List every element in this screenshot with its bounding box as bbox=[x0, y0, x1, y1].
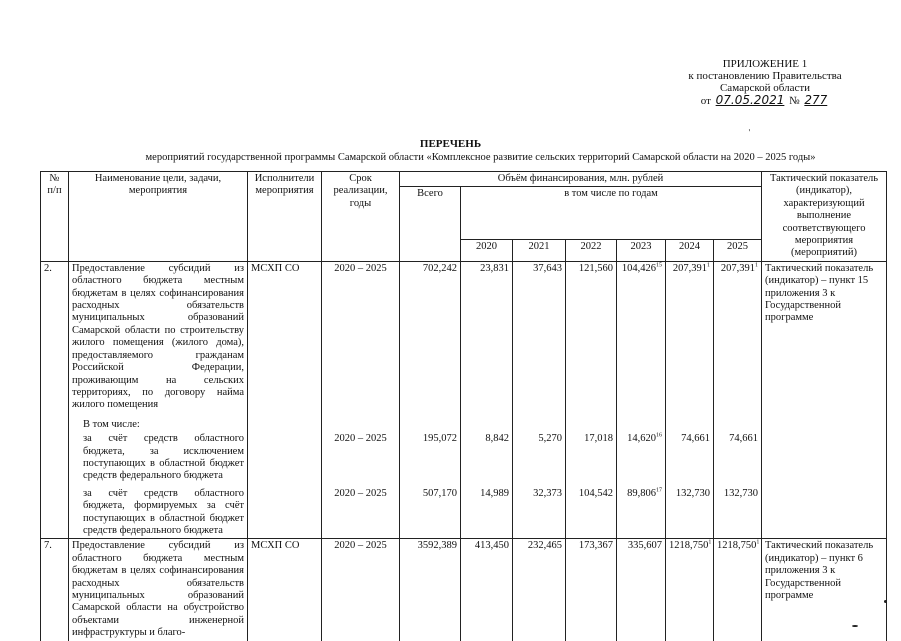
row-2024: 74,661 bbox=[666, 432, 714, 484]
header-term: Срок реализации, годы bbox=[322, 172, 400, 262]
row-2023: 89,806$^{17}$ bbox=[617, 484, 666, 539]
row-2024: 1218,750$^1$ bbox=[666, 539, 714, 641]
row-2025: 207,391$^1$ bbox=[714, 261, 762, 412]
row-2024: 207,391$^1$ bbox=[666, 261, 714, 412]
appendix-decree-line: к постановлению Правительства bbox=[688, 70, 842, 82]
header-year-2024: 2024 bbox=[666, 240, 714, 262]
row-2022: 121,560 bbox=[566, 261, 617, 412]
header-year-2025: 2025 bbox=[714, 240, 762, 262]
number-label: № bbox=[789, 95, 800, 107]
row-term: 2020 – 2025 bbox=[322, 261, 400, 412]
row-term: 2020 – 2025 bbox=[322, 539, 400, 641]
pen-mark: ` bbox=[743, 127, 752, 140]
row-2022: 173,367 bbox=[566, 539, 617, 641]
row-2021: 232,465 bbox=[513, 539, 566, 641]
table-row bbox=[41, 432, 887, 484]
row-2020: 23,831 bbox=[461, 261, 513, 412]
header-year-2023: 2023 bbox=[617, 240, 666, 262]
table-row bbox=[41, 261, 887, 412]
header-indicator: Тактический показатель (индикатор), характеризующий выполнение соответствующего мероприятия (мероприятий) bbox=[762, 172, 887, 262]
row-total: 507,170 bbox=[400, 484, 461, 539]
table-row bbox=[41, 413, 887, 432]
header-year-2021: 2021 bbox=[513, 240, 566, 262]
appendix-region-line: Самарской области bbox=[719, 82, 811, 94]
footnote-mark: 1 bbox=[708, 539, 712, 546]
row-number: 2. bbox=[41, 261, 69, 412]
row-name: Предоставление субсидий из областного бюджета местным бюджетам в целях софинансирования расходных обязательств муниципальных образований Самарской области на обустройство объектами инженерной инфраструктуры и благо- bbox=[69, 539, 248, 641]
row-2025: 1218,750$^1$ bbox=[714, 539, 762, 641]
row-name: за счёт средств областного бюджета, формируемых за счёт поступающих в областной бюджет средств федерального бюджета bbox=[69, 484, 248, 539]
row-2023: 14,620$^{16}$ bbox=[617, 432, 666, 484]
footnote-mark: 16 bbox=[656, 432, 662, 439]
scan-speck bbox=[884, 600, 887, 603]
row-indicator: Тактический показатель (индикатор) – пункт 15 приложения 3 к Государственной программе bbox=[762, 261, 887, 412]
header-total: Всего bbox=[400, 187, 461, 261]
row-2021: 32,373 bbox=[513, 484, 566, 539]
row-total: 195,072 bbox=[400, 432, 461, 484]
row-executor: МСХП СО bbox=[248, 261, 322, 412]
header-by-years: в том числе по годам bbox=[461, 187, 762, 240]
header-number: № п/п bbox=[41, 172, 69, 262]
row-2022: 104,542 bbox=[566, 484, 617, 539]
row-name: за счёт средств областного бюджета, за исключением поступающих в областной бюджет средств федерального бюджета bbox=[69, 432, 248, 484]
row-2021: 5,270 bbox=[513, 432, 566, 484]
header-funding-volume: Объём финансирования, млн. рублей bbox=[400, 172, 762, 187]
row-name: Предоставление субсидий из областного бюджета местным бюджетам в целях софинансирования расходных обязательств муниципальных образований Самарской области по строительству жилого помещения (жилого дома), предоставляемого гражданам Российской Федерации, проживающим на сельских территориях, по договору найма жилого помещения bbox=[69, 261, 248, 412]
from-label: от bbox=[700, 95, 711, 107]
appendix-block bbox=[640, 58, 890, 107]
header-executors: Исполнители мероприятия bbox=[248, 172, 322, 262]
table-row bbox=[41, 484, 887, 539]
document-subtitle: мероприятий государственной программы Самарской области «Комплексное развитие сельских территорий Самарской области на 2020 – 2025 годы» bbox=[145, 152, 816, 163]
row-total: 702,242 bbox=[400, 261, 461, 412]
header-year-2022: 2022 bbox=[566, 240, 617, 262]
row-2023: 335,607 bbox=[617, 539, 666, 641]
row-2020: 8,842 bbox=[461, 432, 513, 484]
appendix-title: ПРИЛОЖЕНИЕ 1 bbox=[722, 58, 808, 70]
row-2023: 104,426$^{15}$ bbox=[617, 261, 666, 412]
row-2025: 74,661 bbox=[714, 432, 762, 484]
row-term: 2020 – 2025 bbox=[322, 432, 400, 484]
footnote-mark: 15 bbox=[656, 262, 662, 269]
footnote-mark: 1 bbox=[756, 539, 760, 546]
row-total: 3592,389 bbox=[400, 539, 461, 641]
row-2025: 132,730 bbox=[714, 484, 762, 539]
row-2021: 37,643 bbox=[513, 261, 566, 412]
row-term: 2020 – 2025 bbox=[322, 484, 400, 539]
row-2024: 132,730 bbox=[666, 484, 714, 539]
including-label: В том числе: bbox=[69, 413, 248, 432]
document-title-block bbox=[0, 138, 901, 164]
row-2020: 413,450 bbox=[461, 539, 513, 641]
handwritten-date: 07.05.2021 bbox=[715, 93, 785, 107]
measures-table bbox=[40, 171, 887, 641]
row-executor: МСХП СО bbox=[248, 539, 322, 641]
table-row bbox=[41, 539, 887, 641]
scan-speck bbox=[852, 625, 858, 627]
document-heading: ПЕРЕЧЕНЬ bbox=[419, 138, 482, 150]
row-number: 7. bbox=[41, 539, 69, 641]
row-2020: 14,989 bbox=[461, 484, 513, 539]
footnote-mark: 1 bbox=[755, 262, 759, 269]
appendix-date-line bbox=[640, 94, 890, 107]
header-year-2020: 2020 bbox=[461, 240, 513, 262]
header-name: Наименование цели, задачи, мероприятия bbox=[69, 172, 248, 262]
handwritten-number: 277 bbox=[804, 93, 828, 107]
row-2022: 17,018 bbox=[566, 432, 617, 484]
footnote-mark: 17 bbox=[656, 487, 662, 494]
footnote-mark: 1 bbox=[707, 262, 710, 269]
row-indicator: Тактический показатель (индикатор) – пункт 6 приложения 3 к Государственной программе bbox=[762, 539, 887, 641]
